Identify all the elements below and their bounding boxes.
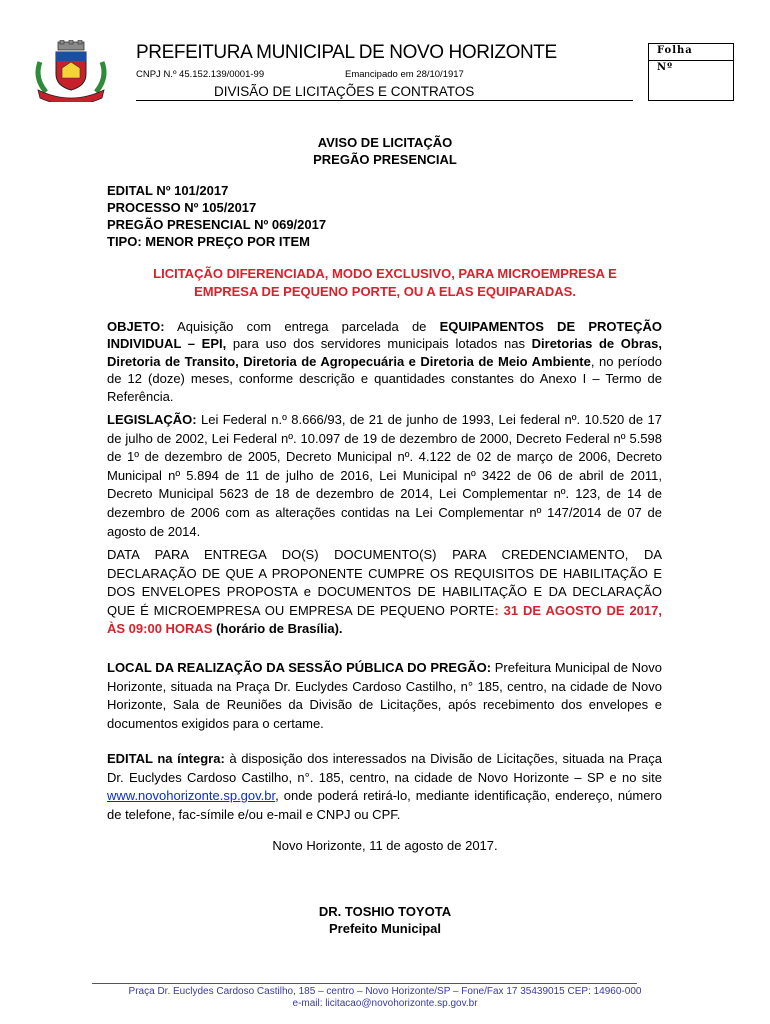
cnpj-number: CNPJ N.º 45.152.139/0001-99 — [136, 69, 265, 80]
legislacao-label: LEGISLAÇÃO: — [107, 412, 197, 427]
signatory-role: Prefeito Municipal — [329, 921, 441, 936]
location-label: LOCAL DA REALIZAÇÃO DA SESSÃO PÚBLICA DO PREGÃO: — [107, 660, 492, 675]
notice-title: AVISO DE LICITAÇÃO — [317, 135, 453, 150]
tipo-criterion: TIPO: MENOR PREÇO POR ITEM — [107, 234, 310, 249]
signatory-name: DR. TOSHIO TOYOTA — [318, 904, 452, 919]
location-paragraph: LOCAL DA REALIZAÇÃO DA SESSÃO PÚBLICA DO PREGÃO: Prefeitura Municipal de Novo Horizonte, situada na Praça Dr. Euclydes Cardoso Castilho, n° 185, centro, na cidade de Novo Horizonte, Sala de Reuniões da Divisão de Licitações, após recebimento dos envelopes e documentos exigidos para o certame. — [107, 660, 662, 731]
footer-email: e-mail: licitacao@novohorizonte.sp.gov.br — [292, 998, 478, 1009]
municipal-crest-logo — [32, 40, 110, 102]
page-number-box — [648, 43, 734, 101]
header-divider — [136, 100, 633, 101]
legislacao-paragraph: LEGISLAÇÃO: Lei Federal n.º 8.666/93, de 21 de junho de 1993, Lei federal nº. 10.520 de 17 de julho de 2002, Lei Federal nº. 10.097 de 19 de dezembro de 2000, Decreto Federal nº 5.598 de 1º de dezembro de 2005, Decreto Municipal nº. 4.122 de 02 de março de 2006, Decreto Municipal nº 5.894 de 11 de julho de 2016, Lei Municipal nº 3422 de 06 de abril de 2011, Decreto Municipal 5623 de 18 de dezembro de 2014, Lei Complementar nº. 123, de 14 de dezembro de 2006 com as alterações contidas na Lei Complementar nº 147/2014 de 07 de agosto de 2014. — [107, 412, 662, 539]
website-link[interactable]: www.novohorizonte.sp.gov.br — [107, 788, 276, 804]
edital-integra-label: EDITAL na íntegra: — [107, 751, 225, 766]
objeto-paragraph: OBJETO: Aquisição com entrega parcelada de EQUIPAMENTOS DE PROTEÇÃO INDIVIDUAL – EPI, para uso dos servidores municipais lotados nas Diretorias de Obras, Diretoria de Transito, Diretoria de Agropecuária e Diretoria de Meio Ambiente, no período de 12 (doze) meses, conforme descrição e quantidades constantes do Anexo I – Termo de Referência. — [107, 319, 662, 404]
delivery-date-paragraph: DATA PARA ENTREGA DO(S) DOCUMENTO(S) PARA CREDENCIAMENTO, DA DECLARAÇÃO DE QUE A PROPONENTE CUMPRE OS REQUISITOS DE HABILITAÇÃO E DOS ENVELOPES PROPOSTA e DOCUMENTOS DE HABILITAÇÃO E DA DECLARAÇÃO QUE É MICROEMPRESA OU EMPRESA DE PEQUENO PORTE: 31 DE AGOSTO DE 2017, ÀS 09:00 HORAS (horário de Brasília). — [107, 547, 662, 637]
edital-availability-paragraph: EDITAL na íntegra: à disposição dos interessados na Divisão de Licitações, situada na Praça Dr. Euclydes Cardoso Castilho, n°. 185, centro, na cidade de Novo Horizonte – SP e no site www.novohorizonte.sp.gov.br, onde poderá retirá-lo, mediante identificação, endereço, número de telefone, fac-símile e/ou e-mail e CNPJ ou CPF. — [107, 751, 662, 822]
folha-divider — [649, 60, 733, 61]
division-name: DIVISÃO DE LICITAÇÕES E CONTRATOS — [214, 84, 475, 99]
edital-number: EDITAL Nº 101/2017 — [107, 183, 229, 198]
processo-number: PROCESSO Nº 105/2017 — [107, 200, 257, 215]
folha-label: Folha — [657, 45, 693, 56]
pregao-number: PREGÃO PRESENCIAL Nº 069/2017 — [107, 217, 327, 232]
exclusive-notice-line-1: LICITAÇÃO DIFERENCIADA, MODO EXCLUSIVO, PARA MICROEMPRESA E — [153, 266, 617, 281]
session-date: 31 DE AGOSTO DE 2017, ÀS 09:00 HORAS — [107, 602, 662, 637]
footer-divider — [92, 983, 637, 984]
objeto-label: OBJETO: — [107, 319, 165, 334]
municipality-title: PREFEITURA MUNICIPAL DE NOVO HORIZONTE — [136, 42, 557, 63]
emancipation-date: Emancipado em 28/10/1917 — [345, 69, 464, 80]
place-date: Novo Horizonte, 11 de agosto de 2017. — [272, 838, 498, 853]
exclusive-notice-line-2: EMPRESA DE PEQUENO PORTE, OU A ELAS EQUIPARADAS. — [194, 284, 576, 299]
folha-number-label: Nº — [657, 62, 674, 73]
footer-address: Praça Dr. Euclydes Cardoso Castilho, 185 – centro – Novo Horizonte/SP – Fone/Fax 17 35439015 CEP: 14960-000 — [128, 986, 642, 997]
notice-subtitle: PREGÃO PRESENCIAL — [313, 152, 457, 167]
